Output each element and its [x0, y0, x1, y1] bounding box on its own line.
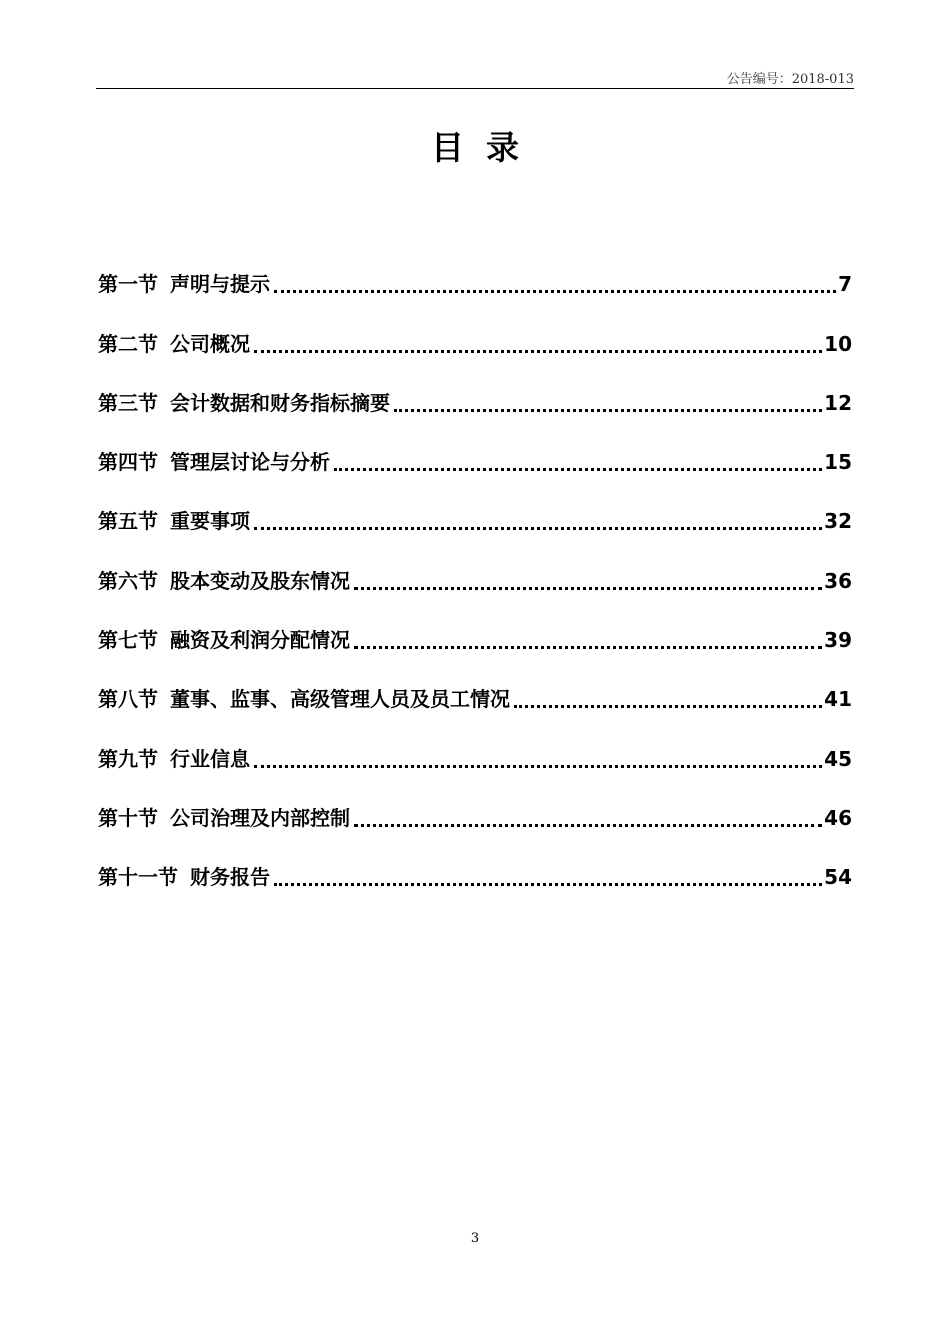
toc-page-number: 12 [824, 390, 852, 415]
page-number: 3 [470, 1231, 480, 1246]
toc-section-title: 公司概况 [170, 331, 250, 356]
toc-section-number: 第十一节 [98, 865, 178, 890]
toc-entry[interactable] [98, 778, 852, 837]
toc-page-number: 46 [824, 805, 852, 830]
toc-page-number: 39 [824, 628, 852, 653]
toc-page-number: 41 [824, 687, 852, 712]
toc-dot-leader [354, 586, 822, 590]
toc-dot-leader [254, 349, 822, 353]
toc-section-number: 第六节 [98, 568, 158, 593]
toc-dot-leader [354, 645, 822, 649]
toc-entry[interactable] [98, 540, 852, 599]
toc-dot-leader [354, 823, 822, 827]
toc-section-title: 公司治理及内部控制 [170, 805, 350, 830]
toc-section-number: 第九节 [98, 746, 158, 771]
toc-page-number: 15 [824, 450, 852, 475]
toc-entry[interactable] [98, 837, 852, 896]
toc-dot-leader [334, 467, 822, 471]
toc-section-title: 财务报告 [190, 865, 270, 890]
toc-page-number: 54 [824, 865, 852, 890]
toc-section-title: 股本变动及股东情况 [170, 568, 350, 593]
toc-section-number: 第八节 [98, 687, 158, 712]
toc-section-title: 董事、监事、高级管理人员及员工情况 [170, 687, 510, 712]
toc-section-number: 第五节 [98, 509, 158, 534]
toc-dot-leader [254, 526, 822, 530]
toc-page-number: 45 [824, 746, 852, 771]
toc-dot-leader [394, 408, 822, 412]
toc-entry[interactable] [98, 422, 852, 481]
announcement-number: 公告编号：2018-013 [726, 72, 854, 87]
toc-page-number: 7 [838, 272, 852, 297]
toc-dot-leader [274, 882, 822, 886]
toc-entry[interactable] [98, 718, 852, 777]
toc-section-title: 行业信息 [170, 746, 250, 771]
toc-section-number: 第四节 [98, 450, 158, 475]
toc-page-number: 36 [824, 568, 852, 593]
toc-section-title: 管理层讨论与分析 [170, 450, 330, 475]
toc-section-title: 会计数据和财务指标摘要 [170, 390, 390, 415]
toc-entry[interactable] [98, 659, 852, 718]
toc-section-title: 融资及利润分配情况 [170, 628, 350, 653]
toc-dot-leader [274, 289, 836, 293]
table-of-contents [98, 244, 852, 896]
toc-section-number: 第三节 [98, 390, 158, 415]
page-header [96, 64, 854, 89]
toc-entry[interactable] [98, 363, 852, 422]
toc-entry[interactable] [98, 303, 852, 362]
toc-entry[interactable] [98, 481, 852, 540]
toc-section-number: 第一节 [98, 272, 158, 297]
toc-entry[interactable] [98, 600, 852, 659]
toc-page-number: 32 [824, 509, 852, 534]
toc-section-number: 第十节 [98, 805, 158, 830]
toc-dot-leader [254, 764, 822, 768]
toc-page-number: 10 [824, 331, 852, 356]
toc-title: 目录 [431, 128, 541, 167]
toc-section-title: 重要事项 [170, 509, 250, 534]
toc-section-number: 第二节 [98, 331, 158, 356]
toc-section-title: 声明与提示 [170, 272, 270, 297]
toc-section-number: 第七节 [98, 628, 158, 653]
toc-entry[interactable] [98, 244, 852, 303]
toc-dot-leader [514, 704, 822, 708]
